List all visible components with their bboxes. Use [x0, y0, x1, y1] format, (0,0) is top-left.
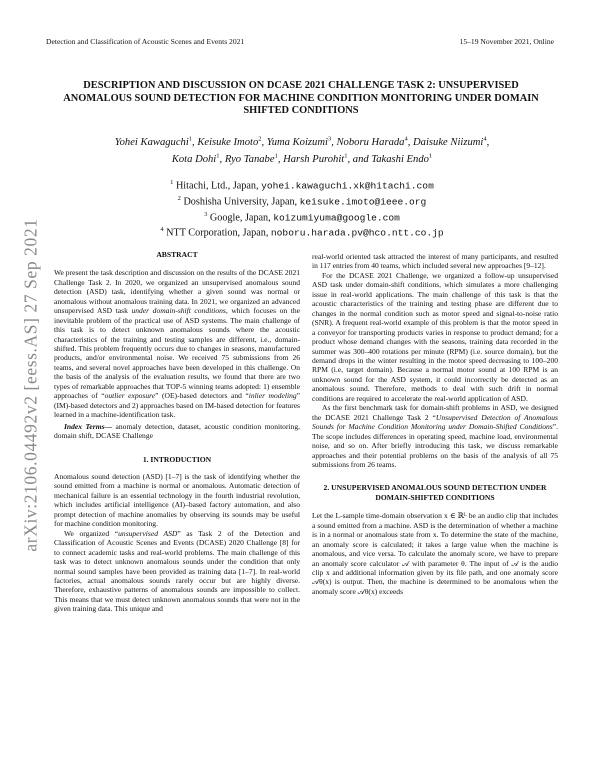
email-link[interactable]: yohei.kawaguchi.xk@hitachi.com: [261, 180, 434, 192]
abstract-text: We present the task description and discussion on the results of the DCASE 2021 Challenge Task 2. In 2020, we organized an unsupervised anomalous sound detection (ASD) task, identifying whether a given sound was normal or anomalous without anomalous training data. In 2021, we organized an advanced unsupervised ASD task under domain-shift conditions, which focuses on the inevitable problem of the practical use of ASD systems. The main challenge of this task is to detect unknown anomalous sounds where the acoustic characteristics of the training and testing samples are different, i.e., domain-shifted. This problem frequently occurs due to changes in seasons, manufactured products, and/or environmental noise. We received 75 submissions from 26 teams, and several novel approaches have been developed in this challenge. On the basis of the analysis of the evaluation results, we found that there are two types of remarkable approaches that TOP-5 winning teams adopted: 1) ensemble approaches of “outlier exposure” (OE)-based detectors and “inlier modeling” (IM)-based detectors and 2) approaches based on IM-based detection for features learned in a machine-identification task.: [54, 268, 301, 420]
affiliation-ntt: $^4$ NTT Corporation, Japan, noboru.harada.pv@hco.ntt.co.jp: [160, 226, 444, 239]
left-column: [54, 250, 300, 614]
section-2-heading: 2. UNSUPERVISED ANOMALOUS SOUND DETECTION UNDER DOMAIN-SHIFTED CONDITIONS: [323, 483, 547, 502]
abstract-heading: ABSTRACT: [156, 250, 198, 259]
arxiv-stamp: [16, 200, 46, 570]
author-list: [60, 132, 544, 167]
affiliation-hitachi: $^1$ Hitachi, Ltd., Japan, yohei.kawaguchi.xk@hitachi.com: [170, 179, 434, 192]
body-paragraph: As the first benchmark task for domain-shift problems in ASD, we designed the DCASE 2021 Challenge Task 2 “Unsupervised Detection of Anomalous Sounds for Machine Condition Monitoring under Domain-Shifted Conditions”. The scope includes differences in operating speed, machine load, environmental noise, and so on. After briefly introducing this task, we discuss remarkable approaches and their potential problems on the basis of the analysis of all 75 submissions from 26 teams.: [312, 403, 558, 469]
author: Ryo Tanabe$^1$,: [224, 152, 284, 166]
author: Yohei Kawaguchi$^1$,: [114, 135, 198, 148]
affiliation-doshisha: $^2$ Doshisha University, Japan, keisuke.imoto@ieee.org: [177, 194, 427, 208]
email-link[interactable]: noboru.harada.pv@hco.ntt.co.jp: [270, 227, 444, 239]
arxiv-stamp-text: arXiv:2106.04492v2 [eess.AS] 27 Sep 2021: [20, 218, 41, 552]
index-terms: Index Terms— anomaly detection, dataset, acoustic condition monitoring, domain shift, DCASE Challenge: [54, 421, 300, 441]
body-paragraph: For the DCASE 2021 Challenge, we organized a follow-up unsupervised ASD task under domain-shift conditions, which simulates a more challenging issue in real-world applications. The main challenge of this task is that the acoustic characteristics of the training and testing phase are different due to changes in the normal condition such as motor speed and signal-to-noise ratio (SNR). A frequent real-world example of this problem is that the motor speed in a conveyor for transporting products varies in response to product demand; for a product whose demand changes with the seasons, training data recorded in the summer was 300–400 rotations per minute (RPM) (i.e. source domain), but the demand drops in the winter resulting in the motor speed decreasing to 100–200 RPM (i.e, target domain). Because a normal motor sound at 100 RPM is an unknown sound for the ASD system, it could incorrectly be detected as an anomalous sound. Therefore, methods to deal with such drift in normal conditions are required to accelerate the real-world application of ASD.: [312, 270, 558, 403]
author: Kota Dohi$^1$,: [171, 152, 225, 166]
paper-title: DESCRIPTION AND DISCUSSION ON DCASE 2021 CHALLENGE TASK 2: UNSUPERVISED ANOMALOUS SOUND DETECTION FOR MACHINE CONDITION MONITORING UNDER DOMAIN SHIFTED CONDITIONS: [63, 80, 539, 116]
author: Daisuke Niizumi$^4$,: [413, 135, 490, 148]
body-paragraph: real-world oriented task attracted the interest of many participants, and resulted in 117 entries from 40 teams, which included several new approaches [9–12].: [312, 252, 558, 271]
author: Noboru Harada$^4$,: [336, 135, 414, 148]
affiliation-google: $^3$ Google, Japan, koizumiyuma@google.com: [204, 210, 400, 223]
header-left: Detection and Classification of Acoustic Scenes and Events 2021: [46, 37, 245, 46]
author: and Takashi Endo$^1$: [352, 152, 433, 166]
intro-paragraph: We organized “unsupervised ASD” as Task 2 of the Detection and Classification of Acoustic Scenes and Events (DCASE) 2020 Challenge [8] for to connect academic tasks and real-world problems. The main challenge of this task was to detect unknown anomalous sounds under the condition that only normal sound samples have been provided as training data [1–7]. In real-world factories, actual anomalous sounds rarely occur but are highly diverse. Therefore, exhaustive patterns of anomalous sounds are impossible to collect. This means that we must detect unknown anomalous sounds that were not in the given training data. This unique and: [54, 528, 300, 614]
author: Harsh Purohit$^1$,: [283, 152, 353, 166]
author: Keisuke Imoto$^2$,: [197, 135, 267, 148]
author: Yuma Koizumi$^3$,: [266, 135, 337, 148]
body-paragraph: Let the L-sample time-domain observation x ∈ ℝᴸ be an audio clip that includes a sound emitted from a machine. ASD is the determination of whether a machine is in a normal or anomalous state from x. To determine the state of the machine, an anomaly score is calculated; it takes a large value when the machine is anomalous, and vice versa. To calculate the anomaly score, we have to prepare an anomaly score calculator 𝒜 with parameter θ. The input of 𝒜 is the audio clip x and additional information given by its file path, and one anomaly score 𝒜θ(x) is output. Then, the machine is determined to be anomalous when the anomaly score 𝒜θ(x) exceeds: [312, 511, 558, 596]
affiliations: [60, 177, 544, 240]
email-link[interactable]: keisuke.imoto@ieee.org: [299, 196, 427, 208]
running-header: [46, 37, 554, 46]
right-column: [312, 252, 558, 596]
intro-heading: 1. INTRODUCTION: [142, 454, 212, 464]
header-right: 15–19 November 2021, Online: [459, 37, 554, 46]
intro-paragraph: Anomalous sound detection (ASD) [1–7] is the task of identifying whether the sound emitted from a machine is normal or anomalous. Automatic detection of mechanical failure is an essential technology in the fourth industrial revolution, which includes artificial intelligence (AI)–based factory automation, and also prompt detection of machine anomalies by observing its sounds may be useful for machine condition monitoring.: [54, 471, 300, 529]
email-link[interactable]: koizumiyuma@google.com: [273, 211, 400, 223]
